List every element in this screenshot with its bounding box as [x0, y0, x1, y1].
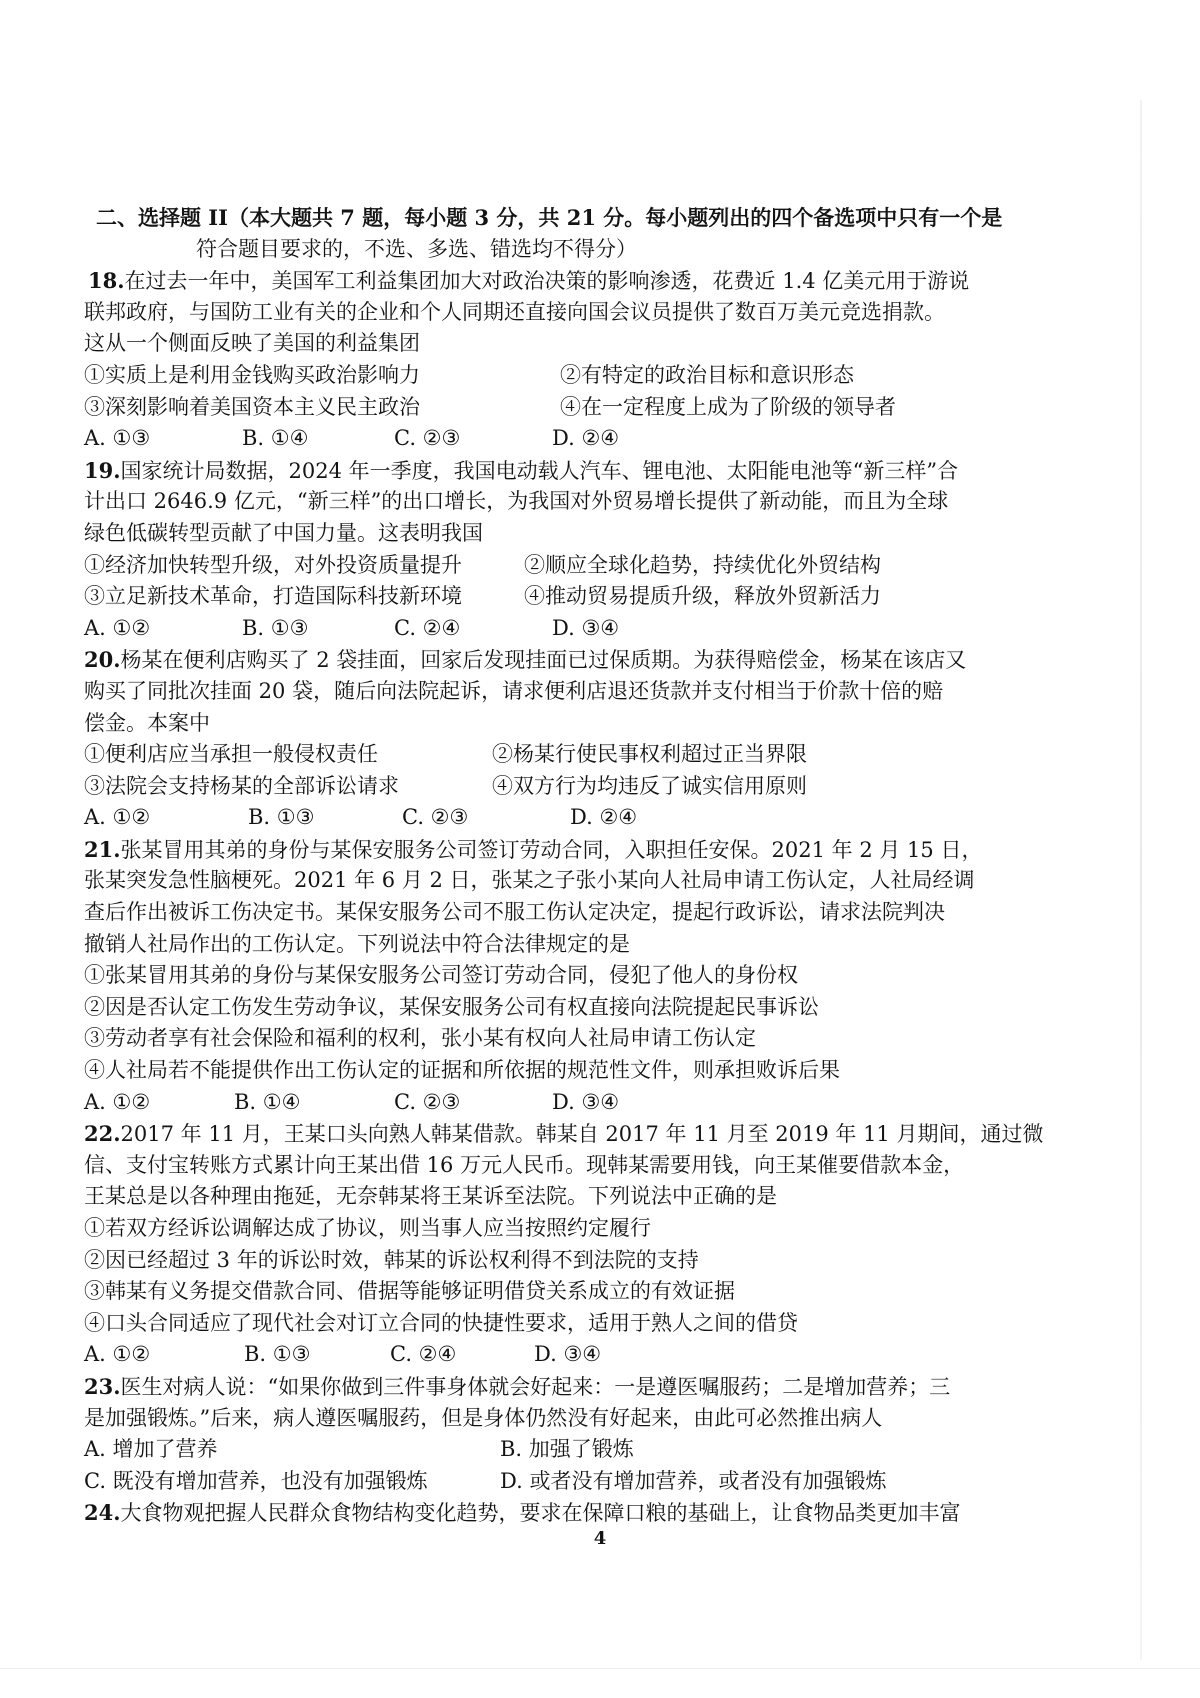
question-21-line-3: 查后作出被诉工伤决定书。某保安服务公司不服工伤认定决定，提起行政诉讼，请求法院判决 [84, 900, 945, 925]
question-20-line-2: 购买了同批次挂面 20 袋，随后向法院起诉，请求便利店退还货款并支付相当于价款十倍的赔 [84, 678, 944, 703]
question-21-text: 张某冒用其弟的身份与某保安服务公司签订劳动合同，入职担任安保。2021 年 2 月 15 日， [120, 837, 983, 862]
question-21-option-4: ④人社局若不能提供作出工伤认定的证据和所依据的规范性文件，则承担败诉后果 [84, 1058, 840, 1083]
question-23-option-d: D. 或者没有增加营养，或者没有加强锻炼 [500, 1468, 887, 1493]
question-20-line-3: 偿金。本案中 [84, 710, 210, 735]
question-20-line-1 [84, 644, 1134, 676]
question-19-answer-b: B. ①③ [242, 615, 309, 640]
question-22-option-3: ③韩某有义务提交借款合同、借据等能够证明借贷关系成立的有效证据 [84, 1279, 735, 1304]
question-18-options-row-1 [84, 360, 1134, 392]
question-21-line-1 [84, 834, 1134, 866]
question-23-option-a: A. 增加了营养 [84, 1437, 218, 1462]
question-20-number: 20. [84, 647, 121, 673]
question-18-option-1: ①实质上是利用金钱购买政治影响力 [84, 362, 420, 387]
question-19-number: 19. [84, 457, 121, 483]
question-20-answers [84, 802, 1134, 834]
section-title-cont: 符合题目要求的，不选、多选、错选均不得分） [196, 236, 637, 261]
question-19-line-2: 计出口 2646.9 亿元，“新三样”的出口增长，为我国对外贸易增长提供了新动能，而且为全球 [84, 489, 949, 514]
question-23-number: 23. [84, 1373, 121, 1399]
question-22-text: 2017 年 11 月，王某口头向熟人韩某借款。韩某自 2017 年 11 月至 2019 年 11 月期间，通过微 [120, 1122, 1044, 1147]
question-23-option-b: B. 加强了锻炼 [500, 1437, 634, 1462]
question-22-option-1: ①若双方经诉讼调解达成了协议，则当事人应当按照约定履行 [84, 1216, 651, 1240]
question-19-answer-a: A. ①② [84, 615, 151, 640]
question-21-answer-b: B. ①④ [234, 1089, 301, 1114]
question-22-option-2: ②因已经超过 3 年的诉讼时效，韩某的诉讼权利得不到法院的支持 [84, 1247, 699, 1272]
question-content [84, 202, 1134, 1529]
question-19-option-3: ③立足新技术革命，打造国际科技新环境 [84, 584, 462, 609]
question-18-answer-c: C. ②③ [394, 426, 461, 451]
question-21-line-4: 撤销人社局作出的工伤认定。下列说法中符合法律规定的是 [84, 931, 630, 956]
question-18-line-1 [84, 265, 1134, 297]
question-20-text: 杨某在便利店购买了 2 袋挂面，回家后发现挂面已过保质期。为获得赔偿金，杨某在该店又 [120, 648, 967, 673]
question-22-line-1 [84, 1118, 1134, 1150]
question-22-option-4: ④口头合同适应了现代社会对订立合同的快捷性要求，适用于熟人之间的借贷 [84, 1310, 798, 1335]
question-23-text: 医生对病人说：“如果你做到三件事身体就会好起来：一是遵医嘱服药；二是增加营养；三 [120, 1374, 951, 1399]
question-22-line-3: 王某总是以各种理由拖延，无奈韩某将王某诉至法院。下列说法中正确的是 [84, 1184, 777, 1209]
question-22-number: 22. [84, 1121, 121, 1147]
question-20-options-row-1 [84, 739, 1134, 771]
question-18-number: 18. [88, 268, 125, 294]
question-21-option-1: ①张某冒用其弟的身份与某保安服务公司签订劳动合同，侵犯了他人的身份权 [84, 963, 798, 988]
question-20-answer-d: D. ②④ [570, 805, 638, 830]
question-18-options-row-2 [84, 392, 1134, 424]
question-21-number: 21. [84, 836, 121, 862]
question-18-option-2: ②有特定的政治目标和意识形态 [560, 362, 854, 387]
question-21-answer-a: A. ①② [84, 1089, 151, 1114]
question-22-answer-b: B. ①③ [244, 1342, 311, 1367]
question-21-option-2: ②因是否认定工伤发生劳动争议，某保安服务公司有权直接向法院提起民事诉讼 [84, 994, 819, 1019]
question-19-option-2: ②顺应全球化趋势，持续优化外贸结构 [524, 552, 881, 577]
question-24-text: 大食物观把握人民群众食物结构变化趋势，要求在保障口粮的基础上，让食物品类更加丰富 [120, 1501, 961, 1526]
question-22-line-2: 信、支付宝转账方式累计向王某出借 16 万元人民币。现韩某需要用钱，向王某催要借款本金， [84, 1152, 965, 1177]
question-22-answer-a: A. ①② [84, 1342, 151, 1367]
question-20-option-3: ③法院会支持杨某的全部诉讼请求 [84, 773, 399, 798]
question-23-options-row-2 [84, 1466, 1134, 1498]
question-20-option-4: ④双方行为均违反了诚实信用原则 [492, 773, 807, 798]
question-19-option-4: ④推动贸易提质升级，释放外贸新活力 [524, 584, 881, 609]
question-20-option-2: ②杨某行使民事权利超过正当界限 [492, 742, 807, 767]
scan-edge-shadow [1140, 100, 1142, 1660]
question-22-answers [84, 1339, 1134, 1371]
question-23-line-1 [84, 1371, 1134, 1403]
question-23-options-row-1 [84, 1434, 1134, 1466]
question-23-option-c: C. 既没有增加营养，也没有加强锻炼 [84, 1468, 428, 1493]
question-19-answer-c: C. ②④ [394, 615, 461, 640]
scan-bottom-shadow [0, 1668, 1200, 1669]
question-18-answers [84, 423, 1134, 455]
question-21-answer-c: C. ②③ [394, 1089, 461, 1114]
question-21-option-3: ③劳动者享有社会保险和福利的权利，张小某有权向人社局申请工伤认定 [84, 1026, 756, 1051]
question-20-answer-b: B. ①③ [248, 805, 315, 830]
question-21-answer-d: D. ③④ [552, 1089, 620, 1114]
question-20-answer-a: A. ①② [84, 805, 151, 830]
question-21-answers [84, 1087, 1134, 1119]
question-18-text: 在过去一年中，美国军工利益集团加大对政治决策的影响渗透，花费近 1.4 亿美元用于游说 [124, 269, 970, 294]
question-18-answer-b: B. ①④ [242, 426, 309, 451]
question-19-line-1 [84, 455, 1134, 487]
question-19-option-1: ①经济加快转型升级，对外投资质量提升 [84, 552, 462, 577]
question-18-line-3: 这从一个侧面反映了美国的利益集团 [84, 331, 420, 356]
question-22-answer-c: C. ②④ [390, 1342, 457, 1367]
question-19-options-row-1 [84, 550, 1134, 582]
question-19-answer-d: D. ③④ [552, 615, 620, 640]
question-19-text: 国家统计局数据，2024 年一季度，我国电动载人汽车、锂电池、太阳能电池等“新三样”合 [120, 458, 959, 483]
question-18-option-3: ③深刻影响着美国资本主义民主政治 [84, 394, 420, 419]
question-19-answers [84, 613, 1134, 645]
question-20-option-1: ①便利店应当承担一般侵权责任 [84, 742, 378, 767]
question-18-answer-d: D. ②④ [552, 426, 620, 451]
question-20-options-row-2 [84, 771, 1134, 803]
question-19-options-row-2 [84, 581, 1134, 613]
question-19-line-3: 绿色低碳转型贡献了中国力量。这表明我国 [84, 520, 483, 545]
question-24-number: 24. [84, 1500, 121, 1526]
question-18-answer-a: A. ①③ [84, 426, 151, 451]
section-title: 二、选择题 II（本大题共 7 题，每小题 3 分，共 21 分。每小题列出的四个备选项中只有一个是 [96, 205, 1003, 230]
question-20-answer-c: C. ②③ [402, 805, 469, 830]
question-23-line-2: 是加强锻炼。”后来，病人遵医嘱服药，但是身体仍然没有好起来，由此可必然推出病人 [84, 1405, 883, 1430]
question-21-line-2: 张某突发急性脑梗死。2021 年 6 月 2 日，张某之子张小某向人社局申请工伤认定，人社局经调 [84, 868, 975, 893]
question-18-line-2: 联邦政府，与国防工业有关的企业和个人同期还直接向国会议员提供了数百万美元竞选捐款。 [84, 299, 945, 324]
page-number: 4 [593, 1528, 607, 1549]
question-18-option-4: ④在一定程度上成为了阶级的领导者 [560, 394, 896, 419]
question-24-line-1 [84, 1497, 1134, 1529]
question-22-answer-d: D. ③④ [534, 1342, 602, 1367]
